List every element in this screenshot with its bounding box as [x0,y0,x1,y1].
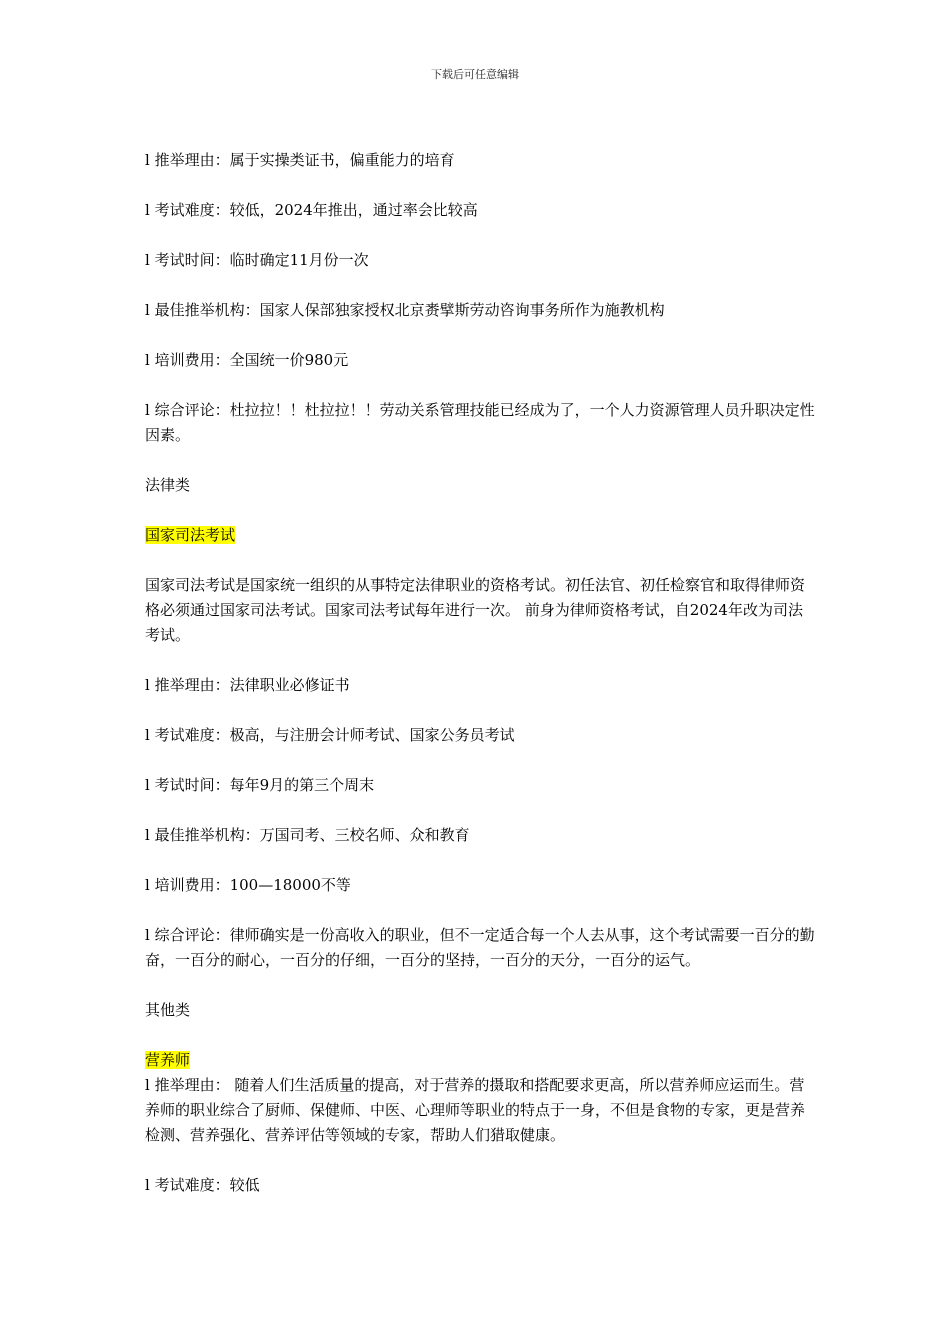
judicial-exam-title [145,523,817,548]
category-law-heading: 法律类 [145,476,191,494]
labour-institution: l 最佳推举机构：国家人保部独家授权北京赉擘斯劳动咨询事务所作为施教机构 [145,301,665,319]
labour-exam-time: l 考试时间：临时确定11月份一次 [145,251,369,269]
nutritionist-difficulty: l 考试难度：较低 [145,1176,260,1194]
judicial-difficulty: l 考试难度：极高，与注册会计师考试、国家公务员考试 [145,726,515,744]
labour-fee: l 培训费用：全国统一价980元 [145,351,349,369]
judicial-exam-time: l 考试时间：每年9月的第三个周末 [145,776,375,794]
judicial-exam-title-text: 国家司法考试 [145,526,236,544]
nutritionist-reason: l 推举理由： 随着人们生活质量的提高，对于营养的摄取和搭配要求更高，所以营养师应运而生。营养师的职业综合了厨师、保健师、中医、心理师等职业的特点于一身，不但是食物的专家，更是营养检测、营养强化、营养评估等领域的专家，帮助人们猎取健康。 [145,1076,806,1144]
page-header-note: 下载后可任意编辑 [431,68,519,81]
labour-difficulty: l 考试难度：较低，2024年推出，通过率会比较高 [145,201,478,219]
labour-reason: l 推举理由：属于实操类证书，偏重能力的培育 [145,151,455,169]
labour-comment: l 综合评论：杜拉拉！！杜拉拉！！劳动关系管理技能已经成为了，一个人力资源管理人员升职决定性因素。 [145,401,815,444]
nutritionist-title-text: 营养师 [145,1051,191,1069]
judicial-reason: l 推举理由：法律职业必修证书 [145,676,350,694]
judicial-fee: l 培训费用：100—18000不等 [145,876,351,894]
document-body [145,148,817,1223]
judicial-intro: 国家司法考试是国家统一组织的从事特定法律职业的资格考试。初任法官、初任检察官和取得律师资格必须通过国家司法考试。国家司法考试每年进行一次。 前身为律师资格考试，自2024年改为司法考试。 [145,576,806,644]
nutritionist-title [145,1048,817,1073]
judicial-comment: l 综合评论：律师确实是一份高收入的职业，但不一定适合每一个人去从事，这个考试需要一百分的勤奋，一百分的耐心，一百分的仔细，一百分的坚持，一百分的天分，一百分的运气。 [145,926,815,969]
category-other-heading: 其他类 [145,1001,191,1019]
judicial-institution: l 最佳推举机构：万国司考、三校名师、众和教育 [145,826,470,844]
